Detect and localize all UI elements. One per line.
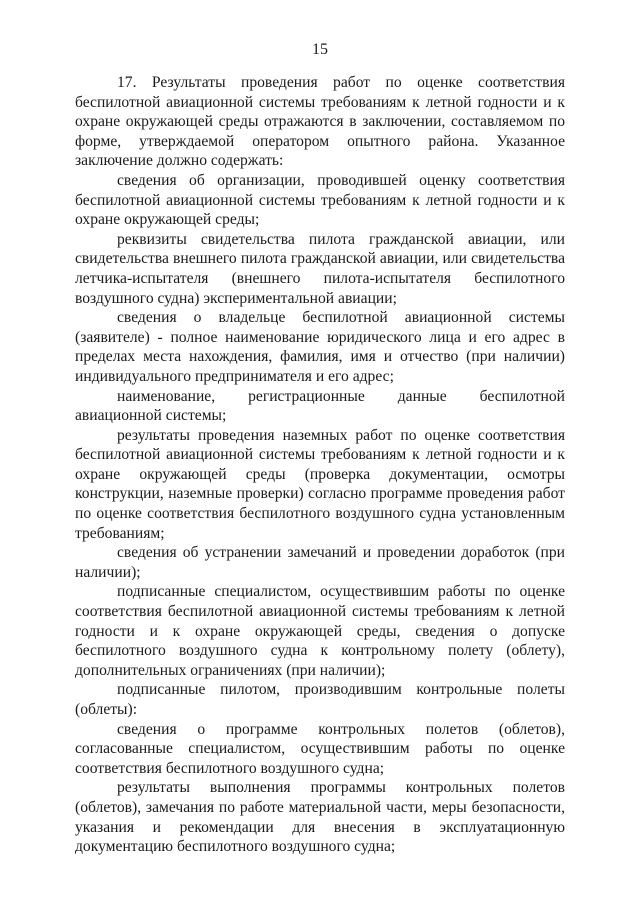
document-body bbox=[75, 73, 565, 857]
paragraph-flight-results: результаты выполнения программы контрольных полетов (облетов), замечания по работе материальной части, меры безопасности, указания и рекомендации для внесения в эксплуатационную документацию беспилотного воздушного судна; bbox=[75, 779, 565, 856]
paragraph-system-registration: наименование, регистрационные данные беспилотной авиационной системы; bbox=[75, 387, 565, 425]
paragraph-remarks-elimination: сведения об устранении замечаний и проведении доработок (при наличии); bbox=[75, 544, 565, 581]
paragraph-organization-info: сведения об организации, проводившей оценку соответствия беспилотной авиационной системы требованиям к летной годности и к охране окружающей среды; bbox=[75, 171, 565, 229]
paragraph-item-17-intro: 17. Результаты проведения работ по оценке соответствия беспилотной авиационной системы требованиям к летной годности и к охране окружающей среды отражаются в заключении, составляемом по форме, утверждаемой оператором опытного района. Указанное заключение должно содержать: bbox=[75, 74, 565, 170]
paragraph-pilot-certificate: реквизиты свидетельства пилота гражданской авиации, или свидетельства внешнего пилота гражданской авиации, или свидетельства летчика-испытателя (внешнего пилота-испытателя беспилотного воздушного судна) экспериментальной авиации; bbox=[75, 230, 565, 307]
paragraph-pilot-signed: подписанные пилотом, производившим контрольные полеты (облеты): bbox=[75, 681, 565, 718]
page-number: 15 bbox=[312, 41, 328, 58]
paragraph-flight-admission: подписанные специалистом, осуществившим работы по оценке соответствия беспилотной авиационной системы требованиям к летной годности и к охране окружающей среды, сведения о допуске беспилотного воздушного судна к контрольному полету (облету), дополнительных ограничениях (при наличии); bbox=[75, 583, 565, 679]
paragraph-flight-program: сведения о программе контрольных полетов (облетов), согласованные специалистом, осуществившим работы по оценке соответствия беспилотного воздушного судна; bbox=[75, 720, 565, 777]
paragraph-ground-work-results: результаты проведения наземных работ по оценке соответствия беспилотной авиационной системы требованиям к летной годности и к охране окружающей среды (проверка документации, осмотры конструкции, наземные проверки) согласно программе проведения работ по оценке соответствия беспилотного воздушного судна установленным требованиям; bbox=[75, 426, 565, 542]
paragraph-owner-info: сведения о владельце беспилотной авиационной системы (заявителе) - полное наименование юридического лица и его адрес в пределах места нахождения, фамилия, имя и отчество (при наличии) индивидуального предпринимателя и его адрес; bbox=[75, 309, 565, 385]
